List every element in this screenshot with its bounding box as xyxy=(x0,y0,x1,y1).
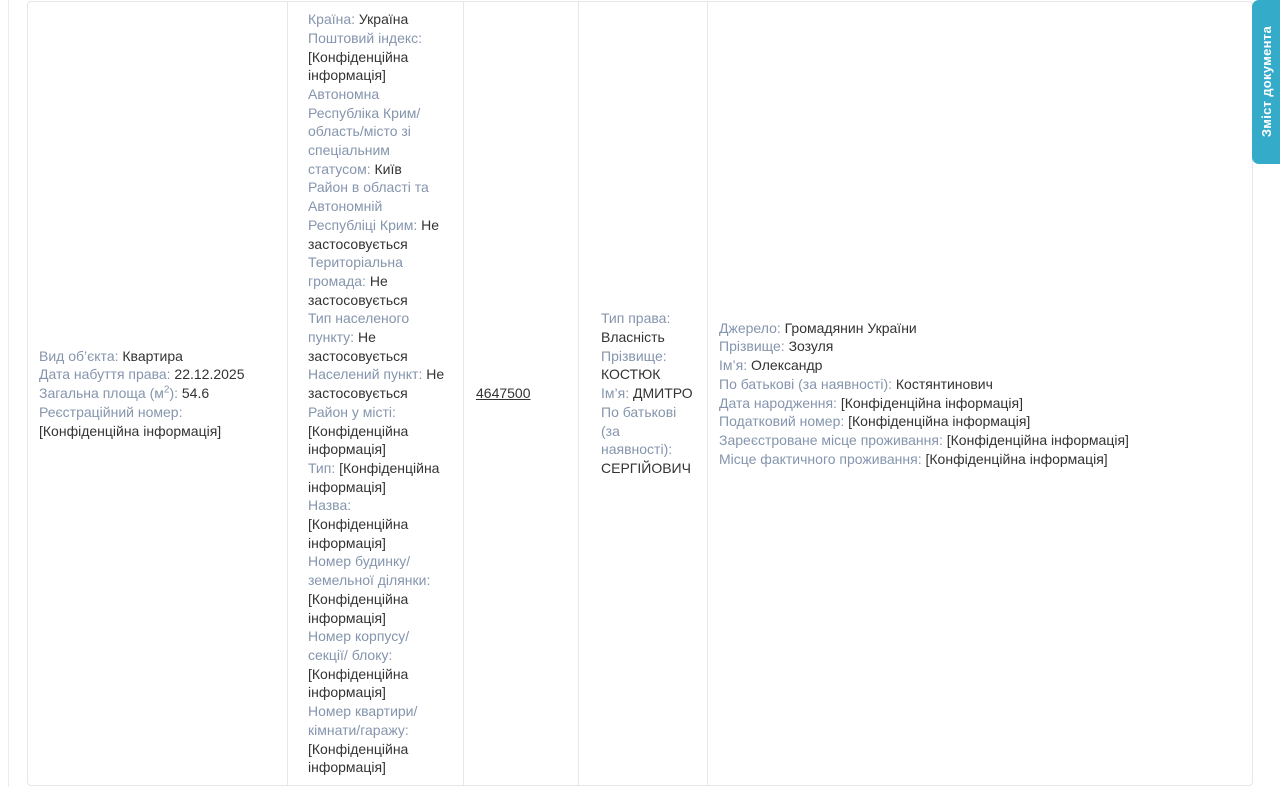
district-in-region-value: Не застосовується xyxy=(308,216,440,252)
source-value: Громадянин України xyxy=(784,319,917,336)
territorial-community-field xyxy=(308,253,448,309)
block-number-value: [Конфіденційна інформація] xyxy=(308,665,409,701)
birth-date-field xyxy=(719,394,1241,413)
owner-patronymic-label: По батькові (за наявності): xyxy=(719,375,893,392)
right-surname-label: Прізвище: xyxy=(601,347,667,364)
region-field xyxy=(308,85,448,179)
registered-residence-field xyxy=(719,431,1241,450)
apartment-number-value: [Конфіденційна інформація] xyxy=(308,740,409,776)
owner-patronymic-value: Костянтинович xyxy=(895,375,993,392)
postal-code-label: Поштовий індекс: xyxy=(308,29,423,46)
settlement-type-field xyxy=(308,309,448,365)
total-area-field xyxy=(39,384,276,403)
right-type-field xyxy=(601,309,693,346)
city-district-value: [Конфіденційна інформація] xyxy=(308,422,409,458)
page-left-divider xyxy=(8,0,9,787)
owner-patronymic-field xyxy=(719,375,1241,394)
postal-code-field xyxy=(308,29,448,85)
owner-surname-value: Зозуля xyxy=(788,338,834,355)
total-area-label: Загальна площа $(м^2)$: xyxy=(39,384,178,402)
ownership-right-cell xyxy=(579,2,708,785)
city-district-field xyxy=(308,403,448,459)
street-type-value: [Конфіденційна інформація] xyxy=(308,459,440,495)
object-type-value: Квартира xyxy=(122,347,183,364)
birth-date-label: Дата народження: xyxy=(719,394,837,411)
district-in-region-field xyxy=(308,178,448,253)
right-patronymic-field xyxy=(601,403,693,478)
settlement-type-value: Не застосовується xyxy=(308,329,408,364)
object-type-label: Вид об’єкта: xyxy=(39,347,119,364)
right-firstname-field xyxy=(601,384,693,403)
registered-residence-label: Зареєстроване місце проживання: xyxy=(719,431,943,448)
apartment-number-field xyxy=(308,702,448,777)
superscript-2: 2 xyxy=(163,384,170,396)
source-field xyxy=(719,319,1241,338)
actual-residence-field xyxy=(719,450,1241,469)
tax-number-value: [Конфіденційна інформація] xyxy=(848,413,1031,430)
street-name-label: Назва: xyxy=(308,497,352,514)
street-type-label: Тип: xyxy=(308,459,336,476)
actual-residence-label: Місце фактичного проживання: xyxy=(719,450,922,467)
document-number-field xyxy=(476,384,566,403)
declaration-property-row xyxy=(27,1,1253,786)
acquisition-date-field xyxy=(39,365,276,384)
district-in-region-label: Район в області та Автономній Республіці Крим: xyxy=(308,179,429,233)
region-value: Київ xyxy=(374,160,402,177)
object-info-cell xyxy=(28,2,288,785)
settlement-value: Не застосовується xyxy=(308,366,445,402)
source-label: Джерело: xyxy=(719,319,781,336)
block-number-field xyxy=(308,627,448,702)
right-firstname-value: ДМИТРО xyxy=(633,385,693,402)
settlement-field xyxy=(308,365,448,402)
right-firstname-label: Ім’я: xyxy=(601,385,630,402)
building-number-field xyxy=(308,552,448,627)
right-patronymic-value: СЕРГІЙОВИЧ xyxy=(601,459,691,476)
owner-firstname-label: Ім’я: xyxy=(719,357,748,374)
tax-number-label: Податковий номер: xyxy=(719,413,845,430)
building-number-value: [Конфіденційна інформація] xyxy=(308,590,409,626)
owner-info-cell xyxy=(708,2,1252,785)
right-patronymic-label: По батькові (за наявності): xyxy=(601,403,677,458)
right-type-label: Тип права: xyxy=(601,310,671,327)
country-field xyxy=(308,10,448,29)
apartment-number-label: Номер квартири/ кімнати/гаражу: xyxy=(308,703,418,738)
street-name-value: [Конфіденційна інформація] xyxy=(308,516,409,551)
country-label: Країна: xyxy=(308,11,356,28)
registered-residence-value: [Конфіденційна інформація] xyxy=(946,431,1129,448)
total-area-value: 54.6 xyxy=(181,385,210,402)
street-type-field xyxy=(308,459,448,496)
registration-number-value: [Конфіденційна інформація] xyxy=(39,422,222,439)
territorial-community-value: Не застосовується xyxy=(308,272,408,308)
birth-date-value: [Конфіденційна інформація] xyxy=(840,394,1024,411)
country-value: Україна xyxy=(358,11,409,28)
region-label: Автономна Республіка Крим/ область/місто зі спеціальним статусом: xyxy=(308,85,421,177)
city-district-label: Район у місті: xyxy=(308,403,396,420)
object-type-field xyxy=(39,347,276,366)
registration-number-label: Реєстраційний номер: xyxy=(39,403,183,420)
owner-firstname-field xyxy=(719,356,1241,375)
right-surname-field xyxy=(601,347,693,384)
valuation-cell xyxy=(464,2,579,785)
document-number-link[interactable]: 4647500 xyxy=(476,385,531,402)
table-of-contents-tab[interactable] xyxy=(1252,0,1280,164)
acquisition-date-label: Дата набуття права: xyxy=(39,366,171,383)
settlement-label: Населений пункт: xyxy=(308,366,423,383)
settlement-type-label: Тип населеного пункту: xyxy=(308,310,410,346)
right-type-value: Власність xyxy=(601,329,665,346)
territorial-community-label: Територіальна громада: xyxy=(308,254,403,289)
owner-firstname-value: Олександр xyxy=(751,357,823,374)
table-of-contents-tab-label: Зміст документа xyxy=(1258,26,1274,138)
street-name-field xyxy=(308,496,448,552)
tax-number-field xyxy=(719,412,1241,431)
location-info-cell xyxy=(288,2,464,785)
acquisition-date-value: 22.12.2025 xyxy=(174,366,245,383)
owner-surname-field xyxy=(719,337,1241,356)
actual-residence-value: [Конфіденційна інформація] xyxy=(925,450,1108,467)
building-number-label: Номер будинку/ земельної ділянки: xyxy=(308,553,431,589)
registration-number-field xyxy=(39,403,276,440)
postal-code-value: [Конфіденційна інформація] xyxy=(308,48,409,84)
block-number-label: Номер корпусу/секції/ блоку: xyxy=(308,628,410,663)
right-surname-value: КОСТЮК xyxy=(601,366,661,383)
owner-surname-label: Прізвище: xyxy=(719,338,785,355)
